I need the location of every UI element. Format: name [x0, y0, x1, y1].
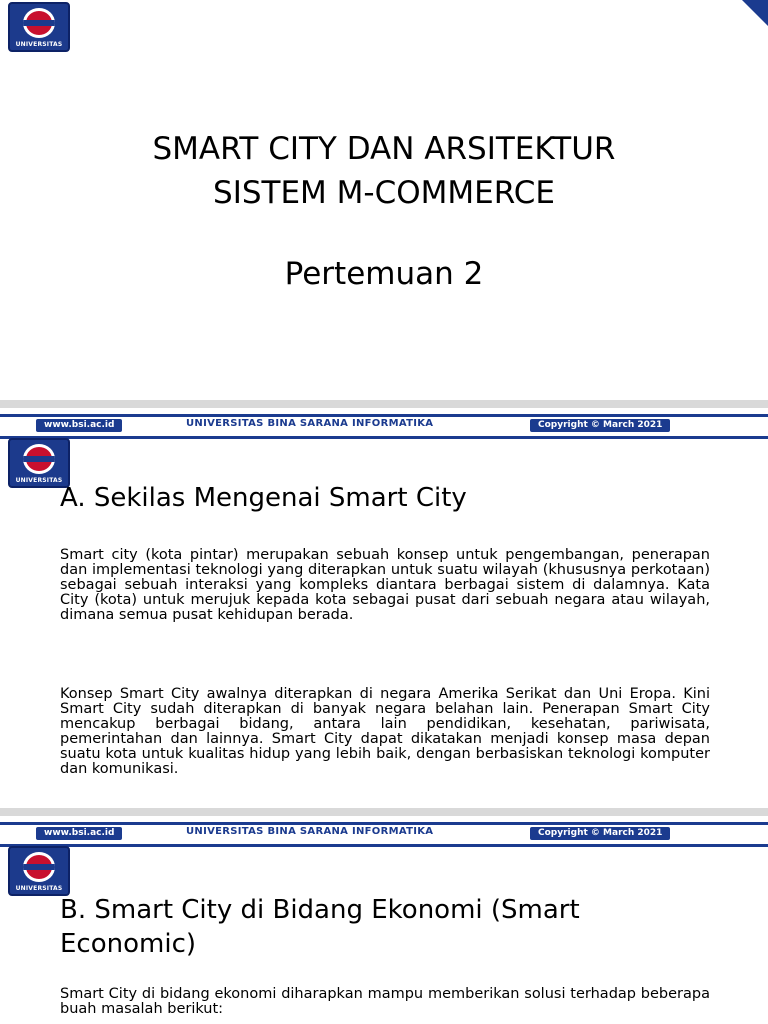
university-logo [8, 2, 70, 52]
section-heading-line-1: B. Smart City di Bidang Ekonomi (Smart [60, 895, 580, 925]
header-band [0, 408, 768, 460]
university-name: UNIVERSITAS BINA SARANA INFORMATIKA [186, 826, 434, 837]
section-heading-line-2: Economic) [60, 929, 197, 959]
emblem-icon [23, 8, 55, 38]
title-slide [0, 0, 768, 400]
slide-divider [0, 808, 768, 816]
logo-word: UNIVERSITAS [15, 477, 63, 484]
logo-word: UNIVERSITAS [15, 885, 63, 892]
site-url: www.bsi.ac.id [36, 827, 122, 840]
content-slide-b [0, 816, 768, 1024]
corner-decoration [742, 0, 768, 26]
emblem-icon [23, 444, 55, 474]
slide-divider [0, 400, 768, 408]
paragraph-2: Konsep Smart City awalnya diterapkan di negara Amerika Serikat dan Uni Eropa. Kini Smart City sudah diterapkan di banyak negara belahan lain. Penerapan Smart City mencakup berbagai bidang, antara lain pendidikan, kesehatan, pariwisata, pemerintahan dan lainnya. Smart City dapat dikatakan menjadi konsep masa depan suatu kota untuk kualitas hidup yang lebih baik, dengan berbasiskan teknologi komputer dan komunikasi. [60, 686, 710, 777]
logo-word: UNIVERSITAS [15, 41, 63, 48]
copyright: Copyright © March 2021 [530, 827, 670, 840]
site-url: www.bsi.ac.id [36, 419, 122, 432]
university-name: UNIVERSITAS BINA SARANA INFORMATIKA [186, 418, 434, 429]
subtitle: Pertemuan 2 [284, 256, 484, 292]
copyright: Copyright © March 2021 [530, 419, 670, 432]
title-line-1: SMART CITY DAN ARSITEKTUR [152, 131, 616, 167]
university-logo [8, 438, 70, 488]
header-band [0, 816, 768, 868]
paragraph-1: Smart city (kota pintar) merupakan sebuah konsep untuk pengembangan, penerapan dan implementasi teknologi yang diterapkan untuk suatu wilayah (khususnya perkotaan) sebagai sebuah interaksi yang kompleks diantara berbagai sistem di dalamnya. Kata City (kota) untuk merujuk kepada kota sebagai pusat dari sebuah negara atau wilayah, dimana semua pusat kehidupan berada. [60, 547, 710, 623]
section-heading: A. Sekilas Mengenai Smart City [60, 483, 467, 513]
content-slide-a [0, 408, 768, 808]
emblem-icon [23, 852, 55, 882]
university-logo [8, 846, 70, 896]
paragraph-1: Smart City di bidang ekonomi diharapkan mampu memberikan solusi terhadap beberapa buah masalah berikut: [60, 986, 710, 1017]
title-line-2: SISTEM M-COMMERCE [213, 175, 555, 211]
